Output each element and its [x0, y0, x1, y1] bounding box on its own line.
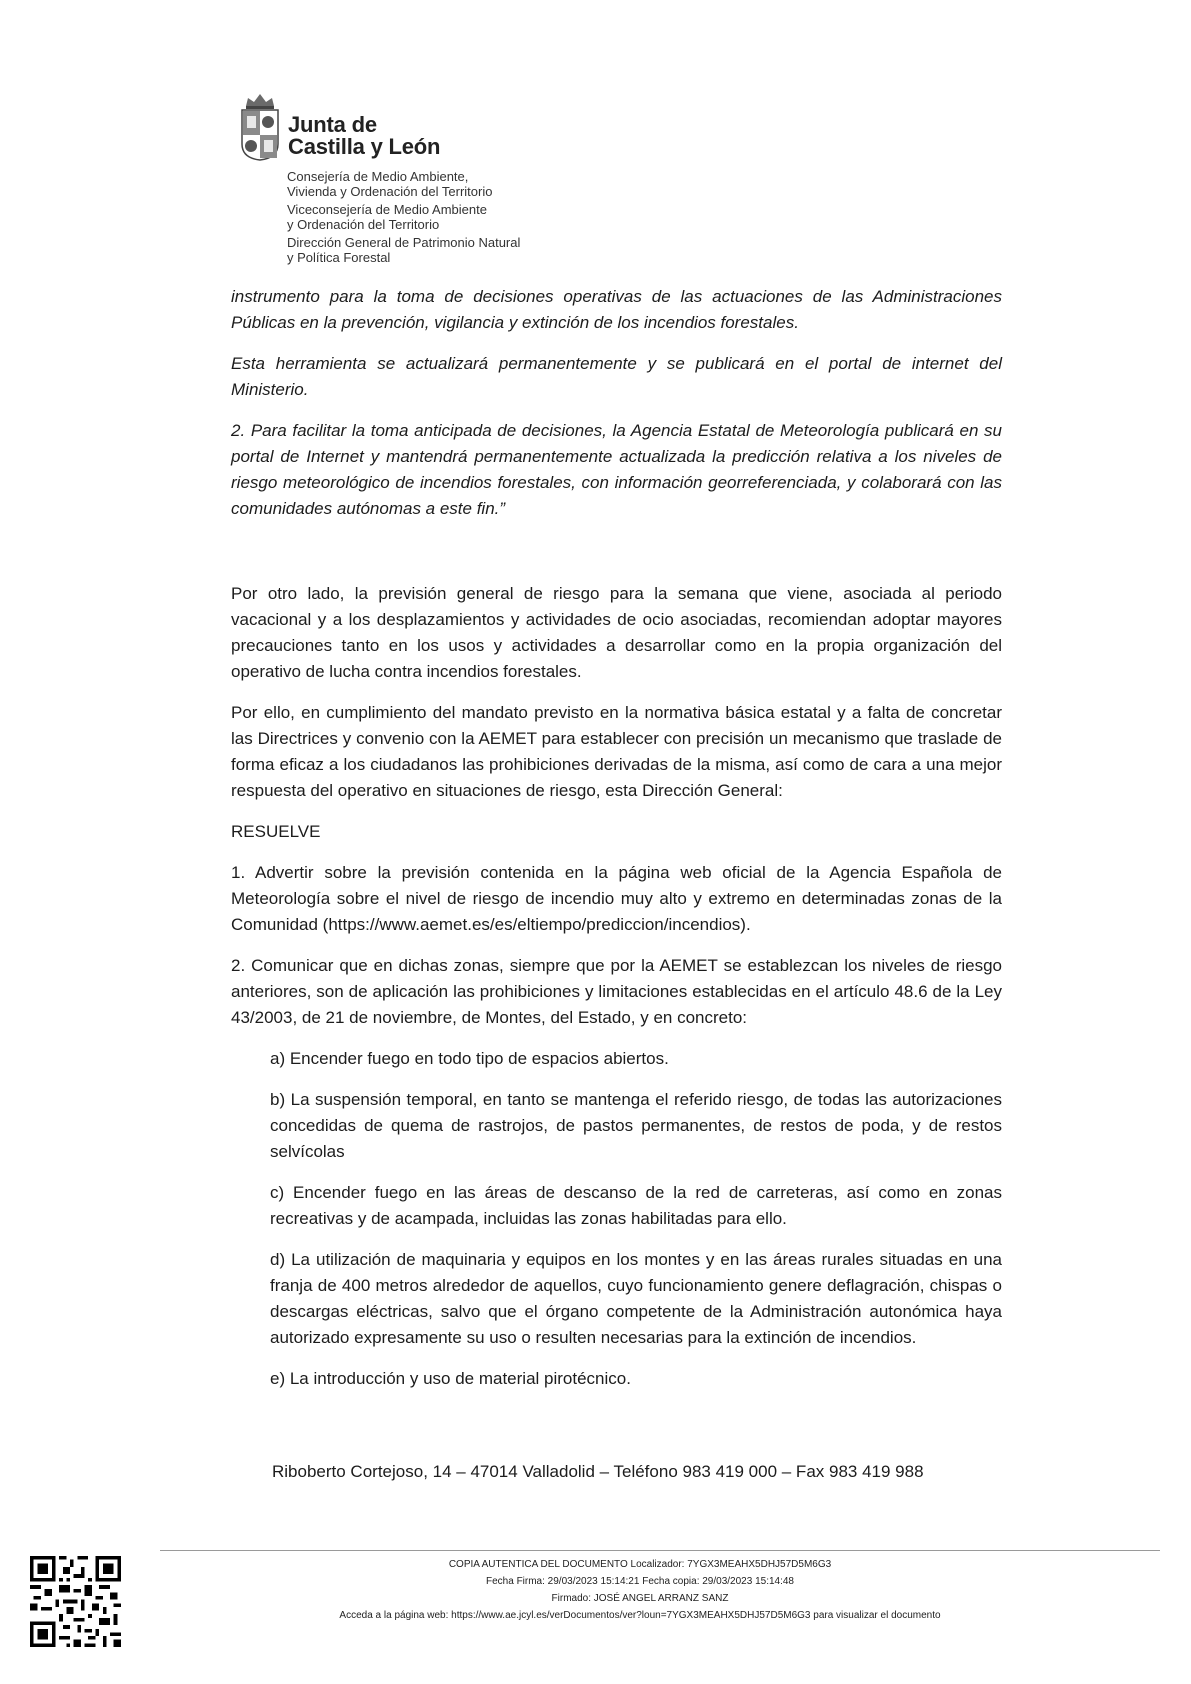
sub-item: b) La suspensión temporal, en tanto se mantenga el referido riesgo, de todas las autorizaciones concedidas de quema de rastrojos, de pastos permanentes, de restos de poda, y de restos selvícolas: [270, 1090, 1002, 1161]
signer-line: Firmado: JOSÉ ANGEL ARRANZ SANZ: [551, 1593, 729, 1604]
sub-item: c) Encender fuego en las áreas de descanso de la red de carreteras, así como en zonas recreativas y de acampada, incluidas las zonas habilitadas para ello.: [270, 1183, 1002, 1228]
dept-line: y Ordenación del Territorio: [287, 217, 440, 232]
office-address: Riboberto Cortejoso, 14 – 47014 Valladolid – Teléfono 983 419 000 – Fax 983 419 988: [272, 1462, 924, 1481]
signature-date-line: Fecha Firma: 29/03/2023 15:14:21 Fecha copia: 29/03/2023 15:14:48: [486, 1576, 794, 1587]
copy-locator-line: COPIA AUTENTICA DEL DOCUMENTO Localizador: 7YGX3MEAHX5DHJ57D5M6G3: [448, 1559, 832, 1570]
footer-divider: [160, 1550, 1160, 1551]
resolution-heading: RESUELVE: [231, 822, 321, 841]
org-name: [288, 114, 440, 158]
sub-item: e) La introducción y uso de material pirotécnico.: [270, 1369, 631, 1388]
document-body: [231, 284, 1002, 1407]
dept-line: Viceconsejería de Medio Ambiente: [287, 202, 487, 217]
dept-line: y Política Forestal: [287, 250, 391, 265]
quote-paragraph: Esta herramienta se actualizará permanentemente y se publicará en el portal de internet del Ministerio.: [231, 354, 1002, 399]
resolution-item: 2. Comunicar que en dichas zonas, siempre que por la AEMET se establezcan los niveles de riesgo anteriores, son de aplicación las prohibiciones y limitaciones establecidas en el artículo 48.6 de la Ley 43/2003, de 21 de noviembre, de Montes, del Estado, y en concreto:: [231, 956, 1002, 1027]
qr-code-icon[interactable]: [30, 1556, 121, 1647]
paragraph: Por otro lado, la previsión general de riesgo para la semana que viene, asociada al periodo vacacional y a los desplazamientos y actividades de ocio asociadas, recomiendan adoptar mayores precauciones tanto en los usos y actividades a desarrollar como en la propia organización del operativo de lucha contra incendios forestales.: [231, 584, 1002, 681]
department-block: [287, 169, 520, 265]
quote-paragraph: 2. Para facilitar la toma anticipada de decisiones, la Agencia Estatal de Meteorología publicará en su portal de Internet y mantendrá permanentemente actualizada la predicción relativa a los niveles de riesgo meteorológico de incendios forestales, con información georreferenciada, y colaborará con las comunidades autónomas a este fin.”: [231, 421, 1002, 518]
coat-of-arms-icon: [238, 92, 282, 162]
quote-paragraph: instrumento para la toma de decisiones operativas de las actuaciones de las Administraciones Públicas en la prevención, vigilancia y extinción de los incendios forestales.: [231, 287, 1002, 332]
document-verification-footer: [260, 1556, 1020, 1624]
verification-url-line[interactable]: Acceda a la página web: https://www.ae.jcyl.es/verDocumentos/ver?loun=7YGX3MEAHX5DHJ57D5M6G3 para visualizar el documento: [339, 1610, 941, 1621]
dept-line: Dirección General de Patrimonio Natural: [287, 235, 521, 250]
sub-item: a) Encender fuego en todo tipo de espacios abiertos.: [270, 1049, 669, 1068]
spacer: [231, 537, 1002, 581]
resolution-item: 1. Advertir sobre la previsión contenida en la página web oficial de la Agencia Española de Meteorología sobre el nivel de riesgo de incendio muy alto y extremo en determinadas zonas de la Comunidad (https://www.aemet.es/es/eltiempo/prediccion/incendios).: [231, 863, 1002, 934]
org-name-line2: Castilla y León: [288, 134, 441, 159]
paragraph: Por ello, en cumplimiento del mandato previsto en la normativa básica estatal y a falta de concretar las Directrices y convenio con la AEMET para establecer con precisión un mecanismo que traslade de forma eficaz a los ciudadanos las prohibiciones derivadas de la misma, así como de cara a una mejor respuesta del operativo en situaciones de riesgo, esta Dirección General:: [231, 703, 1002, 800]
dept-line: Consejería de Medio Ambiente,: [287, 169, 469, 184]
org-name-line1: Junta de: [288, 112, 377, 137]
sub-item: d) La utilización de maquinaria y equipos en los montes y en las áreas rurales situadas en una franja de 400 metros alrededor de aquellos, cuyo funcionamiento genere deflagración, chispas o descargas eléctricas, salvo que el órgano competente de la Administración autonómica haya autorizado expresamente su uso o resulten necesarias para la extinción de incendios.: [270, 1250, 1002, 1347]
dept-line: Vivienda y Ordenación del Territorio: [287, 184, 493, 199]
